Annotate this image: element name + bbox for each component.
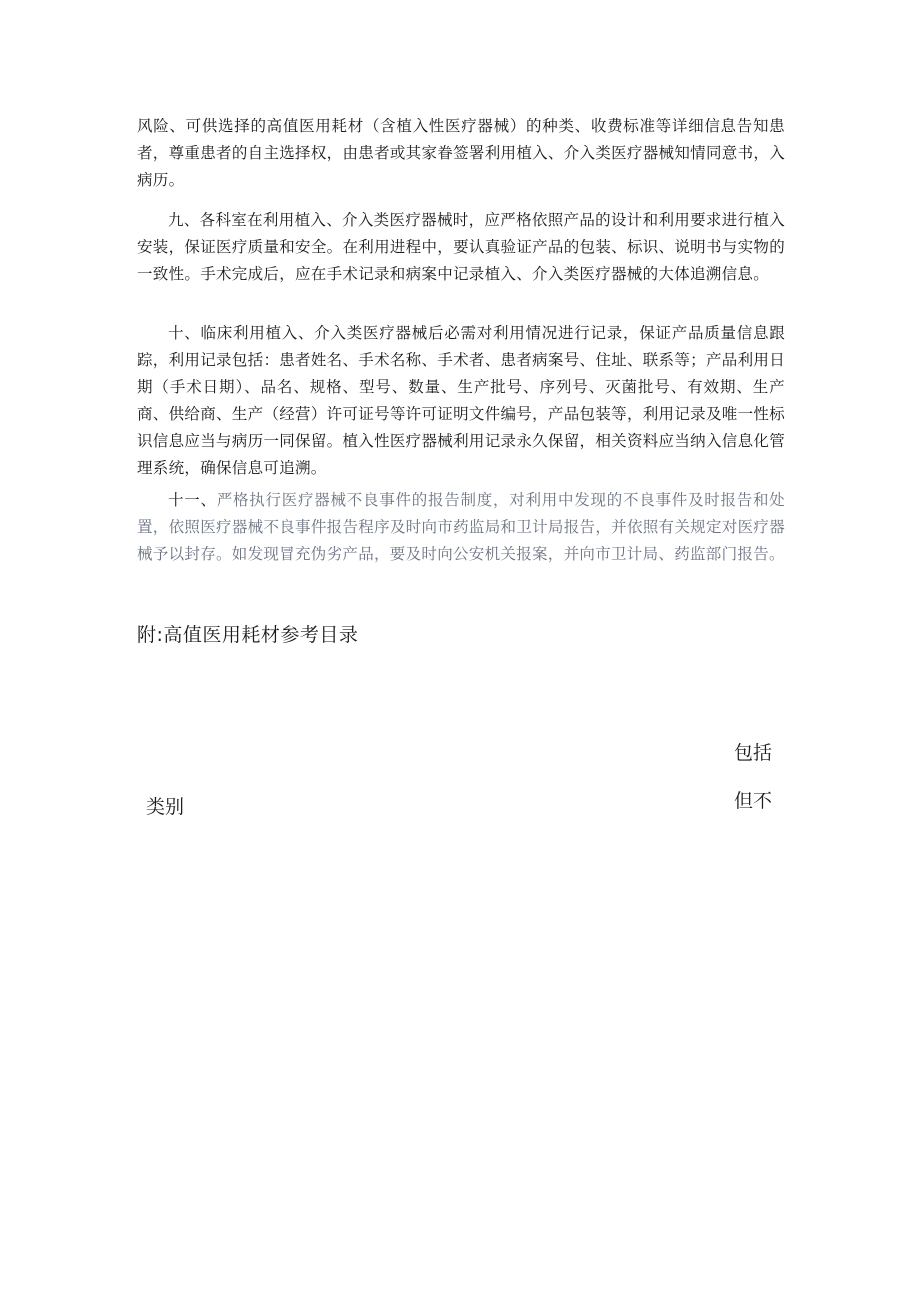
paragraph-11-body: 严格执行医疗器械不良事件的报告制度，对利用中发现的不良事件及时报告和处置，依照医疗器械不良事件报告程序及时向市药监局和卫计局报告，并依照有关规定对医疗器械予以封存。如发现冒充伪劣产品，要及时向公安机关报案，并向市卫计局、药监部门报告。 (137, 491, 785, 563)
paragraph-11 (137, 487, 785, 568)
paragraph-10: 十、临床利用植入、介入类医疗器械后必需对利用情况进行记录，保证产品质量信息跟踪，利用记录包括：患者姓名、手术名称、手术者、患者病案号、住址、联系等；产品利用日期（手术日期）、品名、规格、型号、数量、生产批号、序列号、灭菌批号、有效期、生产商、供给商、生产（经营）许可证号等许可证明文件编号，产品包装等，利用记录及唯一性标识信息应当与病历一同保留。植入性医疗器械利用记录永久保留，相关资料应当纳入信息化管理系统，确保信息可追溯。 (137, 324, 785, 477)
paragraph-11-number: 十一、 (168, 491, 217, 509)
table-header-category: 类别 (146, 796, 185, 818)
table-header-include-line1: 包括 (734, 742, 773, 764)
appendix-title: 附:高值医用耗材参考目录 (137, 624, 359, 646)
table-header-include-line2: 但不 (734, 790, 773, 812)
paragraph-9: 九、各科室在利用植入、介入类医疗器械时，应严格依照产品的设计和利用要求进行植入安装，保证医疗质量和安全。在利用进程中，要认真验证产品的包装、标识、说明书与实物的一致性。手术完成后，应在手术记录和病案中记录植入、介入类医疗器械的大体追溯信息。 (137, 211, 785, 283)
paragraph-8-continuation: 风险、可供选择的高值医用耗材（含植入性医疗器械）的种类、收费标准等详细信息告知患者，尊重患者的自主选择权，由患者或其家眷签署利用植入、介入类医疗器械知情同意书，入病历。 (137, 117, 785, 189)
